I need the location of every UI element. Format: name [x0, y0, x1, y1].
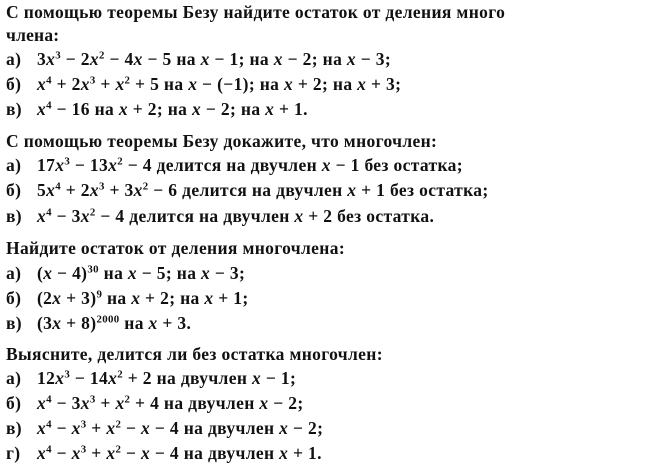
task-4-item-d: [6, 445, 322, 463]
item-label: а): [6, 155, 22, 175]
item-label: а): [6, 368, 22, 388]
task-2-heading-text: С помощью теоремы Безу докажите, что многочлен:: [6, 131, 438, 151]
task-2-item-c: [6, 208, 434, 226]
item-expression: $(2x + 3)^9$ на x + 2; на x + 1;: [37, 288, 249, 308]
task-1-heading-text-continued: члена:: [6, 25, 60, 45]
task-3-heading: [6, 240, 345, 258]
item-expression: $x^4 - x^3 + x^2 - x - 4$ на двучлен x − 2;: [37, 418, 324, 438]
item-label: б): [6, 74, 22, 94]
item-expression: $(x - 4)^{30}$ на x − 5; на x − 3;: [37, 263, 246, 283]
task-1-item-a: [6, 51, 391, 69]
task-4-heading-text: Выясните, делится ли без остатка многочлен:: [6, 344, 383, 364]
task-3-item-b: [6, 290, 249, 308]
task-2-item-a: [6, 157, 463, 175]
item-expression: $x^4 - 3x^2 - 4$ делится на двучлен x + 2 без остатка.: [37, 206, 435, 226]
item-expression: $(3x + 8)^{2000}$ на x + 3.: [37, 313, 192, 333]
task-3-item-a: [6, 265, 245, 283]
item-label: г): [6, 443, 21, 463]
item-expression: $x^4 - 3x^3 + x^2 + 4$ на двучлен x − 2;: [37, 393, 304, 413]
task-1-heading-continued: [6, 27, 59, 45]
item-label: а): [6, 263, 22, 283]
item-label: в): [6, 418, 22, 438]
task-4-item-a: [6, 370, 296, 388]
item-expression: $5x^4 + 2x^3 + 3x^2 - 6$ делится на двучлен x + 1 без остатка;: [37, 180, 489, 200]
task-1-heading: [6, 4, 505, 22]
task-3-heading-text: Найдите остаток от деления многочлена:: [6, 238, 345, 258]
task-1-item-c: [6, 101, 308, 119]
task-1-heading-text: С помощью теоремы Безу найдите остаток от деления много: [6, 2, 506, 22]
item-expression: $x^4 + 2x^3 + x^2 + 5$ на x − (−1); на x + 2; на x + 3;: [37, 74, 402, 94]
item-expression: $3x^3 - 2x^2 - 4x - 5$ на x − 1; на x − 2; на x − 3;: [37, 49, 392, 69]
task-4-heading: [6, 346, 383, 364]
item-label: б): [6, 393, 22, 413]
item-expression: $x^4 - x^3 + x^2 - x - 4$ на двучлен x + 1.: [37, 443, 322, 463]
item-expression: $12x^3 - 14x^2 + 2$ на двучлен x − 1;: [37, 368, 297, 388]
task-3-item-c: [6, 315, 191, 333]
item-label: в): [6, 99, 22, 119]
item-label: в): [6, 206, 22, 226]
task-4-item-b: [6, 395, 304, 413]
task-4-item-c: [6, 420, 323, 438]
item-label: а): [6, 49, 22, 69]
task-2-item-b: [6, 182, 489, 200]
item-expression: $17x^3 - 13x^2 - 4$ делится на двучлен x − 1 без остатка;: [37, 155, 463, 175]
item-label: б): [6, 180, 22, 200]
task-2-heading: [6, 133, 437, 151]
task-1-item-b: [6, 76, 401, 94]
item-expression: $x^4 - 16$ на x + 2; на x − 2; на x + 1.: [37, 99, 308, 119]
item-label: в): [6, 313, 22, 333]
item-label: б): [6, 288, 22, 308]
